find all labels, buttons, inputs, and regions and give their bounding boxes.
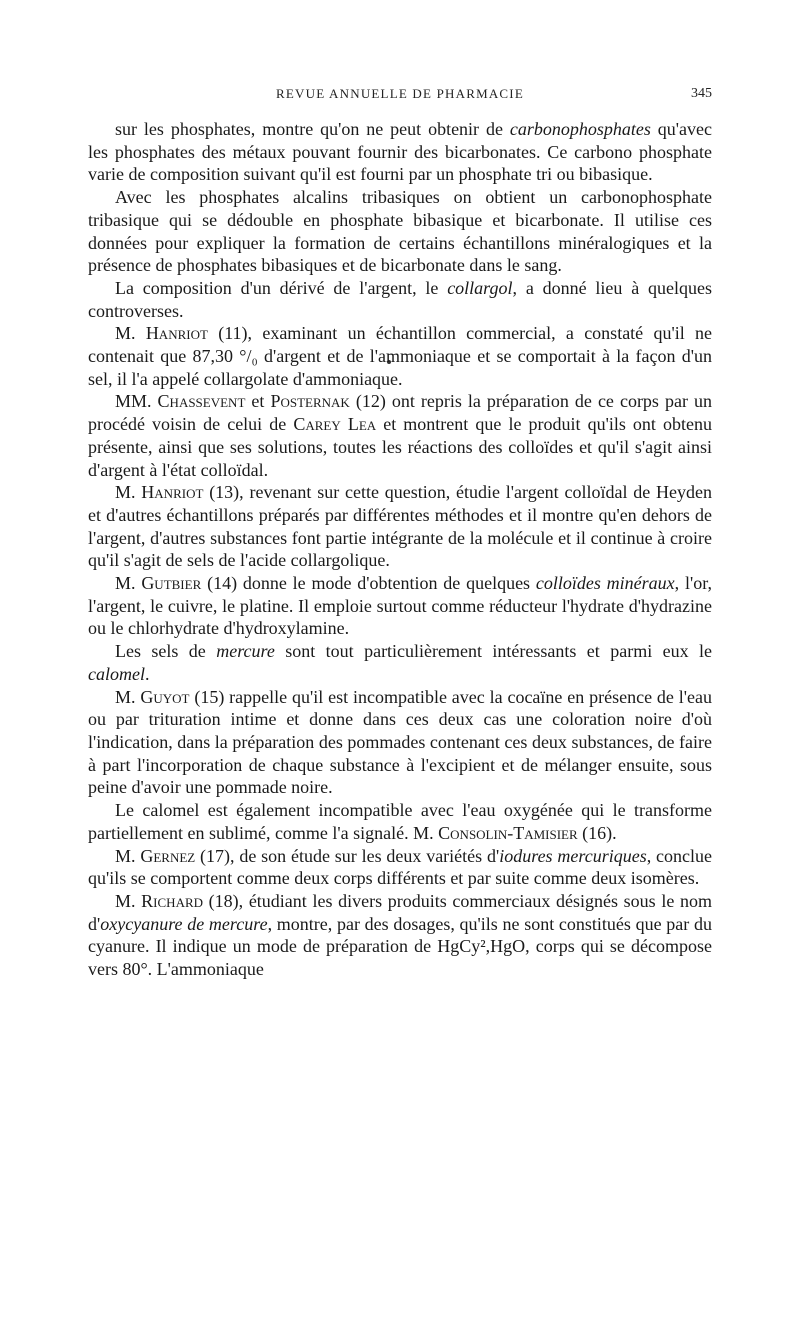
- emphasis-term: calomel: [88, 663, 145, 684]
- emphasis-term: oxycyanure de mercure: [100, 913, 268, 934]
- author-name: Gutbier: [141, 573, 202, 594]
- emphasis-term: mercure: [216, 641, 275, 662]
- author-name: Hanriot: [141, 482, 204, 503]
- paragraph: La composition d'un dérivé de l'argent, le collargol, a donné lieu à quelques controverses.: [88, 277, 712, 321]
- author-name: Gernez: [140, 845, 196, 866]
- author-name: Guyot: [140, 686, 190, 707]
- paragraph: M. Hanriot (13), revenant sur cette question, étudie l'argent colloïdal de Heyden et d'autres échantillons préparés par différentes méthodes et il montre qu'en dehors de l'argent, d'autres substances font partie intégrante de la molécule et il continue à croire qu'il s'agit de sels de l'acide collargolique.: [88, 482, 712, 571]
- emphasis-term: collargol: [447, 277, 513, 298]
- paragraph: Le calomel est également incompatible avec l'eau oxygénée qui le transforme partiellement en sublimé, comme l'a signalé. M. Consolin-Tamisier (16).: [88, 800, 712, 843]
- body-text: [88, 118, 712, 981]
- running-title: REVUE ANNUELLE DE PHARMACIE: [276, 86, 524, 101]
- emphasis-term: iodures mercuriques: [499, 845, 647, 866]
- paragraph: Les sels de mercure sont tout particulièrement intéressants et parmi eux le calomel.: [88, 641, 712, 684]
- author-name: Hanriot: [145, 323, 208, 344]
- paragraph: M. Gernez (17), de son étude sur les deux variétés d'iodures mercuriques, conclue qu'ils se comportent comme deux corps différents et par suite comme deux isomères.: [88, 845, 712, 889]
- author-name: Chassevent: [157, 391, 246, 412]
- paragraph: Avec les phosphates alcalins tribasiques on obtient un carbonophosphate tribasique qui se dédouble en phosphate bibasique et bicarbonate. Il utilise ces données pour expliquer la formation de certains échantillons minéralogiques et la présence de phosphates bibasiques et de bicarbonate dans le sang.: [88, 187, 712, 276]
- paragraph: sur les phosphates, montre qu'on ne peut obtenir de carbonophosphates qu'avec les phosphates des métaux pouvant fournir des bicarbonates. Ce carbono phosphate varie de composition suivant qu'il est fourni par un phosphate tri ou bibasique.: [88, 119, 712, 185]
- emphasis-term: carbonophosphates: [509, 119, 651, 139]
- running-head: [88, 86, 712, 108]
- paragraph: M. Hanriot (11), examinant un échantillon commercial, a constaté qu'il ne contenait que 87,30 °/₀ d'argent et de l'ammoniaque et se comportait à la façon d'un sel, il l'a appelé collargolate d'ammoniaque.: [88, 323, 712, 389]
- paragraph: M. Richard (18), étudiant les divers produits commerciaux désignés sous le nom d'oxycyanure de mercure, montre, par des dosages, qu'ils ne sont constitués que par du cyanure. Il indique un mode de préparation de HgCy²,HgO, corps qui se décompose vers 80°. L'ammoniaque: [88, 890, 712, 980]
- author-name: Posternak: [270, 391, 350, 412]
- page-number: 345: [691, 86, 712, 101]
- paragraph: M. Guyot (15) rappelle qu'il est incompatible avec la cocaïne en présence de l'eau ou par trituration intime et donne dans ces deux cas une coloration noire d'où l'indication, dans la préparation des pommades contenant ces deux substances, de faire à part l'incorporation de chaque substance à l'excipient et de mélanger ensuite, sous peine d'avoir une pommade noire.: [88, 686, 712, 798]
- author-name: Consolin-Tamisier: [438, 822, 578, 843]
- author-name: Richard: [141, 890, 204, 911]
- paragraph: M. Gutbier (14) donne le mode d'obtention de quelques colloïdes minéraux, l'or, l'argent, le cuivre, le platine. Il emploie surtout comme réducteur l'hydrate d'hydrazine ou le chlorhydrate d'hydroxylamine.: [88, 573, 712, 639]
- emphasis-term: colloïdes minéraux: [535, 573, 675, 594]
- author-name: Carey Lea: [293, 414, 377, 435]
- paragraph: MM. Chassevent et Posternak (12) ont repris la préparation de ce corps par un procédé voisin de celui de Carey Lea et montrent que le produit qu'ils ont obtenu présente, ainsi que ses solutions, toutes les réactions des colloïdes et qu'il s'agit ainsi d'argent à l'état colloïdal.: [88, 391, 713, 480]
